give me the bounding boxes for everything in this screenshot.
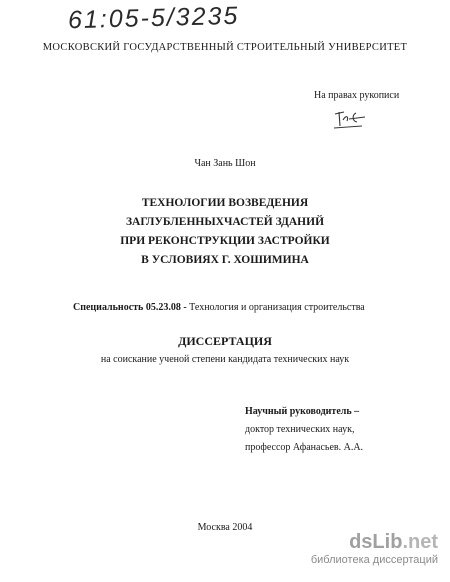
title-line: ПРИ РЕКОНСТРУКЦИИ ЗАСТРОЙКИ: [120, 235, 330, 247]
dslib-watermark: [311, 531, 438, 566]
title-line: ТЕХНОЛОГИИ ВОЗВЕДЕНИЯ: [141, 197, 309, 209]
advisor-label: Научный руководитель –: [245, 406, 360, 417]
title-line: ЗАГЛУБЛЕННЫХЧАСТЕЙ ЗДАНИЙ: [125, 216, 325, 228]
signature-icon: [332, 106, 372, 134]
degree-line: на соискание ученой степени кандидата технических наук: [100, 354, 350, 365]
dissertation-title: [0, 194, 450, 270]
watermark-subtitle: библиотека диссертаций: [310, 554, 438, 566]
advisor-degree: доктор технических наук,: [245, 424, 355, 435]
manuscript-rights-note: На правах рукописи: [314, 90, 400, 101]
specialty-label: Специальность 05.23.08 -: [73, 302, 187, 313]
scientific-advisor: [245, 403, 363, 457]
archive-stamp-number: 61:05-5/3235: [67, 1, 240, 35]
specialty-line: [73, 302, 365, 313]
author-name: Чан Зань Шон: [194, 158, 256, 169]
city-year: Москва 2004: [197, 522, 253, 533]
document-type-heading: ДИССЕРТАЦИЯ: [178, 334, 272, 348]
watermark-logo-domain: .net: [402, 531, 438, 553]
title-line: В УСЛОВИЯХ Г. ХОШИМИНА: [141, 254, 309, 266]
specialty-text: Технология и организация строительства: [189, 302, 365, 313]
advisor-name: профессор Афанасьев. А.А.: [245, 442, 364, 453]
university-name: МОСКОВСКИЙ ГОСУДАРСТВЕННЫЙ СТРОИТЕЛЬНЫЙ УНИВЕРСИТЕТ: [42, 42, 408, 53]
watermark-logo-main: dsLib: [349, 531, 403, 553]
watermark-logo: [311, 531, 438, 554]
